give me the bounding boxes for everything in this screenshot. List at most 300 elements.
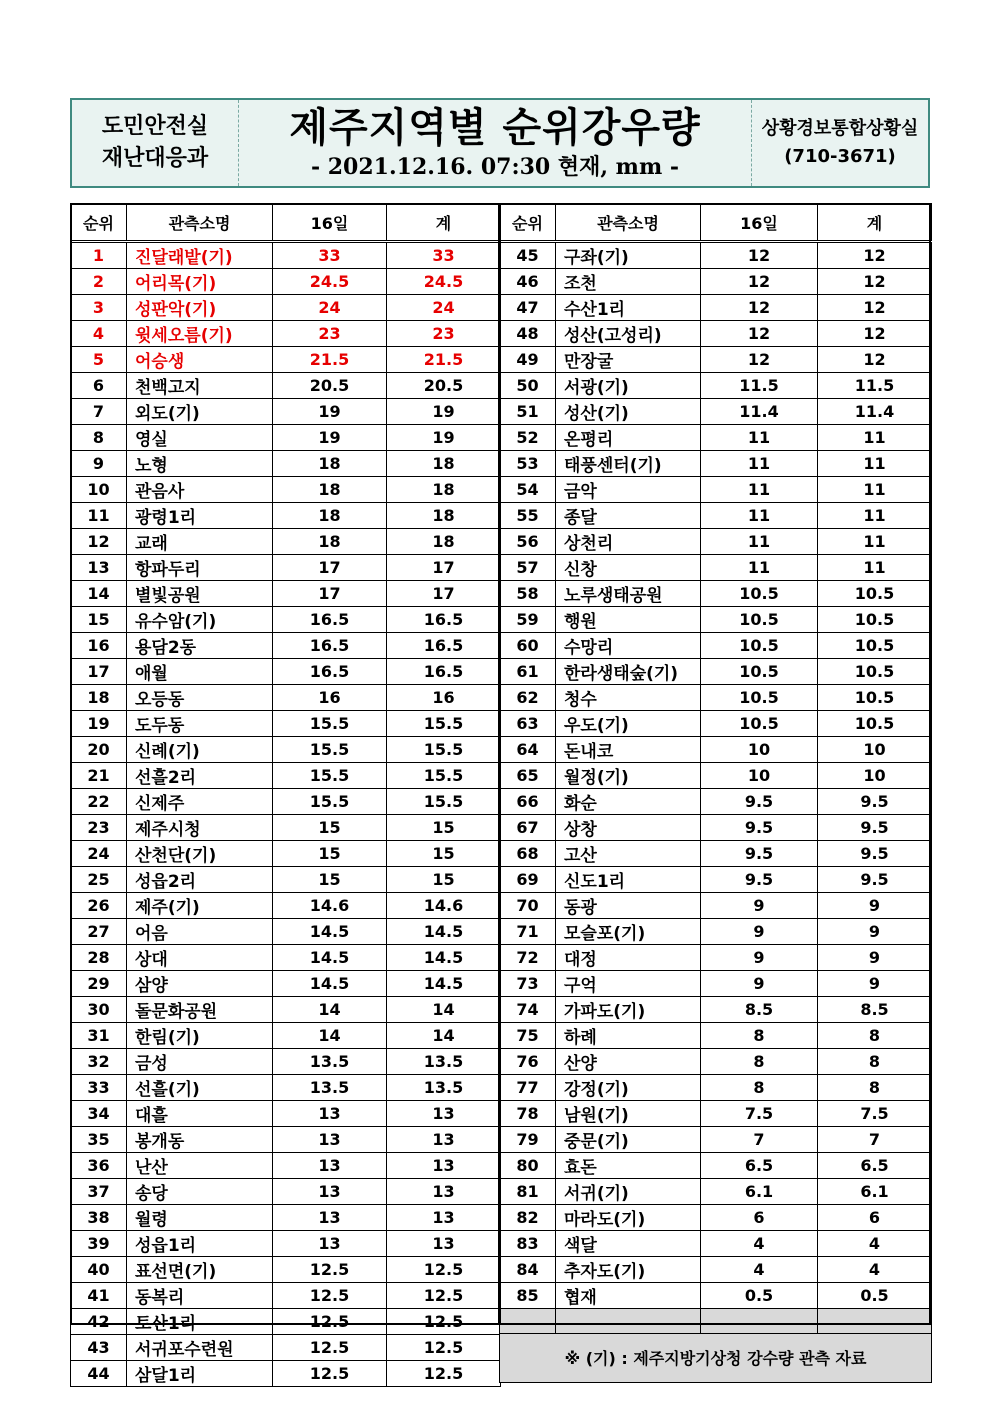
page-title: 제주지역별 순위강우량 <box>289 105 701 151</box>
total-cell: 13 <box>387 1231 501 1257</box>
day-cell: 12 <box>701 347 818 373</box>
rank-cell: 27 <box>71 919 127 945</box>
station-cell: 가파도(기) <box>556 997 701 1023</box>
day-cell: 19 <box>273 425 387 451</box>
table-row <box>71 242 501 269</box>
day-cell: 12.5 <box>273 1309 387 1335</box>
total-cell: 12.5 <box>387 1257 501 1283</box>
table-row <box>71 607 501 633</box>
total-cell: 7.5 <box>818 1101 932 1127</box>
station-cell: 제주(기) <box>127 893 273 919</box>
total-cell: 13 <box>387 1127 501 1153</box>
day-cell: 17 <box>273 581 387 607</box>
day-cell: 24.5 <box>273 269 387 295</box>
table-row <box>500 997 932 1023</box>
station-cell: 영실 <box>127 425 273 451</box>
rank-cell: 63 <box>500 711 556 737</box>
day-cell: 11 <box>701 529 818 555</box>
day-cell: 13.5 <box>273 1075 387 1101</box>
day-cell: 12 <box>701 295 818 321</box>
page-subtitle: - 2021.12.16. 07:30 현재, mm - <box>310 154 680 180</box>
table-row <box>71 269 501 295</box>
total-cell: 10.5 <box>818 711 932 737</box>
day-cell: 12.5 <box>273 1283 387 1309</box>
station-cell: 윗세오름(기) <box>127 321 273 347</box>
rainfall-table-right <box>499 203 932 1383</box>
day-cell: 14.5 <box>273 945 387 971</box>
total-cell: 11 <box>818 477 932 503</box>
table-row <box>500 1127 932 1153</box>
station-cell: 서귀포수련원 <box>127 1335 273 1361</box>
table-row <box>500 763 932 789</box>
day-cell: 9 <box>701 893 818 919</box>
total-cell: 12 <box>818 321 932 347</box>
day-cell: 14.5 <box>273 919 387 945</box>
table-row <box>71 503 501 529</box>
day-cell: 17 <box>273 555 387 581</box>
rank-cell: 75 <box>500 1023 556 1049</box>
total-cell: 13 <box>387 1153 501 1179</box>
total-cell: 13.5 <box>387 1075 501 1101</box>
day-cell: 11 <box>701 425 818 451</box>
station-cell: 별빛공원 <box>127 581 273 607</box>
station-cell: 서귀(기) <box>556 1179 701 1205</box>
total-cell: 11 <box>818 529 932 555</box>
table-row <box>71 1283 501 1309</box>
header-station: 관측소명 <box>127 204 273 242</box>
total-cell: 24 <box>387 295 501 321</box>
day-cell: 24 <box>273 295 387 321</box>
station-cell: 강정(기) <box>556 1075 701 1101</box>
rank-cell: 30 <box>71 997 127 1023</box>
department-box <box>72 100 239 186</box>
station-cell: 만장굴 <box>556 347 701 373</box>
rank-cell: 4 <box>71 321 127 347</box>
table-row <box>500 1179 932 1205</box>
table-row <box>71 1049 501 1075</box>
station-cell: 추자도(기) <box>556 1257 701 1283</box>
total-cell: 9 <box>818 893 932 919</box>
day-cell: 12 <box>701 242 818 269</box>
table-row <box>500 1153 932 1179</box>
day-cell: 15.5 <box>273 763 387 789</box>
table-header-row <box>71 204 501 242</box>
total-cell: 10.5 <box>818 659 932 685</box>
table-row <box>500 633 932 659</box>
day-cell: 13 <box>273 1231 387 1257</box>
total-cell: 11 <box>818 451 932 477</box>
table-row <box>500 425 932 451</box>
total-cell: 14 <box>387 997 501 1023</box>
rank-cell: 65 <box>500 763 556 789</box>
station-cell: 수산1리 <box>556 295 701 321</box>
station-cell: 온평리 <box>556 425 701 451</box>
total-cell: 13 <box>387 1101 501 1127</box>
rank-cell: 25 <box>71 867 127 893</box>
total-cell: 12 <box>818 295 932 321</box>
table-row <box>500 529 932 555</box>
station-cell: 한림(기) <box>127 1023 273 1049</box>
station-cell: 신례(기) <box>127 737 273 763</box>
total-cell: 8.5 <box>818 997 932 1023</box>
day-cell: 10.5 <box>701 607 818 633</box>
table-row <box>71 1023 501 1049</box>
total-cell: 17 <box>387 555 501 581</box>
day-cell: 4 <box>701 1257 818 1283</box>
station-cell: 상창 <box>556 815 701 841</box>
rank-cell: 9 <box>71 451 127 477</box>
rank-cell: 12 <box>71 529 127 555</box>
table-row <box>71 477 501 503</box>
table-row <box>71 659 501 685</box>
table-row <box>500 503 932 529</box>
day-cell: 19 <box>273 399 387 425</box>
day-cell: 13 <box>273 1179 387 1205</box>
station-cell: 구억 <box>556 971 701 997</box>
table-row <box>71 1101 501 1127</box>
rank-cell: 10 <box>71 477 127 503</box>
rank-cell: 40 <box>71 1257 127 1283</box>
day-cell: 11.5 <box>701 373 818 399</box>
table-row <box>71 945 501 971</box>
table-row <box>71 841 501 867</box>
table-row <box>500 711 932 737</box>
total-cell: 18 <box>387 529 501 555</box>
station-cell: 청수 <box>556 685 701 711</box>
total-cell: 16.5 <box>387 633 501 659</box>
rank-cell: 84 <box>500 1257 556 1283</box>
station-cell: 하례 <box>556 1023 701 1049</box>
day-cell: 15 <box>273 867 387 893</box>
rank-cell: 33 <box>71 1075 127 1101</box>
rank-cell: 59 <box>500 607 556 633</box>
day-cell: 23 <box>273 321 387 347</box>
table-row <box>500 347 932 373</box>
rank-cell: 76 <box>500 1049 556 1075</box>
day-cell: 11 <box>701 503 818 529</box>
table-row <box>71 1257 501 1283</box>
table-row <box>500 269 932 295</box>
total-cell: 6.1 <box>818 1179 932 1205</box>
station-cell: 삼달1리 <box>127 1361 273 1387</box>
station-cell: 대정 <box>556 945 701 971</box>
rank-cell: 20 <box>71 737 127 763</box>
rank-cell: 72 <box>500 945 556 971</box>
rank-cell: 52 <box>500 425 556 451</box>
rank-cell: 81 <box>500 1179 556 1205</box>
total-cell: 10 <box>818 763 932 789</box>
total-cell: 18 <box>387 451 501 477</box>
day-cell: 10.5 <box>701 633 818 659</box>
total-cell: 15.5 <box>387 763 501 789</box>
rank-cell: 32 <box>71 1049 127 1075</box>
total-cell: 12 <box>818 347 932 373</box>
station-cell: 상천리 <box>556 529 701 555</box>
rank-cell: 57 <box>500 555 556 581</box>
day-cell: 16 <box>273 685 387 711</box>
rank-cell: 19 <box>71 711 127 737</box>
station-cell: 서광(기) <box>556 373 701 399</box>
rank-cell: 66 <box>500 789 556 815</box>
station-cell: 송당 <box>127 1179 273 1205</box>
station-cell: 협재 <box>556 1283 701 1309</box>
table-row <box>71 633 501 659</box>
day-cell: 7 <box>701 1127 818 1153</box>
rank-cell: 80 <box>500 1153 556 1179</box>
day-cell: 15.5 <box>273 789 387 815</box>
day-cell: 9.5 <box>701 789 818 815</box>
station-cell: 돌문화공원 <box>127 997 273 1023</box>
day-cell: 14 <box>273 997 387 1023</box>
table-row <box>71 555 501 581</box>
table-row <box>500 659 932 685</box>
station-cell: 월령 <box>127 1205 273 1231</box>
total-cell: 16.5 <box>387 607 501 633</box>
office-box <box>751 100 928 186</box>
table-row <box>71 763 501 789</box>
table-row <box>71 1075 501 1101</box>
day-cell: 16.5 <box>273 607 387 633</box>
station-cell: 노형 <box>127 451 273 477</box>
total-cell: 4 <box>818 1231 932 1257</box>
station-cell: 수망리 <box>556 633 701 659</box>
table-row <box>500 399 932 425</box>
rank-cell: 70 <box>500 893 556 919</box>
table-row <box>71 1361 501 1387</box>
station-cell: 어승생 <box>127 347 273 373</box>
rainfall-table-left <box>70 203 501 1387</box>
office-line2: (710-3671) <box>784 146 896 167</box>
total-cell: 14.5 <box>387 945 501 971</box>
total-cell: 12.5 <box>387 1361 501 1387</box>
day-cell: 12 <box>701 269 818 295</box>
total-cell: 8 <box>818 1075 932 1101</box>
table-row <box>71 347 501 373</box>
station-cell: 광령1리 <box>127 503 273 529</box>
rank-cell: 43 <box>71 1335 127 1361</box>
rank-cell: 68 <box>500 841 556 867</box>
table-row <box>500 971 932 997</box>
header-total: 계 <box>818 204 932 242</box>
total-cell: 10.5 <box>818 685 932 711</box>
day-cell: 10.5 <box>701 581 818 607</box>
day-cell: 14.6 <box>273 893 387 919</box>
header-rank: 순위 <box>500 204 556 242</box>
day-cell: 12.5 <box>273 1257 387 1283</box>
day-cell: 11.4 <box>701 399 818 425</box>
station-cell: 구좌(기) <box>556 242 701 269</box>
day-cell: 16.5 <box>273 659 387 685</box>
day-cell: 9 <box>701 945 818 971</box>
day-cell: 16.5 <box>273 633 387 659</box>
rank-cell: 13 <box>71 555 127 581</box>
total-cell: 33 <box>387 242 501 269</box>
day-cell: 6 <box>701 1205 818 1231</box>
day-cell: 9.5 <box>701 815 818 841</box>
table-row <box>71 295 501 321</box>
footnote: ※ (기) : 제주지방기상청 강수량 관측 자료 <box>500 1333 932 1382</box>
station-cell: 신도1리 <box>556 867 701 893</box>
rank-cell: 54 <box>500 477 556 503</box>
rank-cell: 79 <box>500 1127 556 1153</box>
header-day: 16일 <box>273 204 387 242</box>
day-cell: 11 <box>701 477 818 503</box>
total-cell: 12.5 <box>387 1309 501 1335</box>
station-cell: 관음사 <box>127 477 273 503</box>
day-cell: 13 <box>273 1127 387 1153</box>
day-cell: 8 <box>701 1023 818 1049</box>
table-row <box>500 373 932 399</box>
table-row <box>71 685 501 711</box>
rank-cell: 50 <box>500 373 556 399</box>
total-cell: 19 <box>387 399 501 425</box>
table-row <box>71 1309 501 1335</box>
rank-cell: 73 <box>500 971 556 997</box>
total-cell: 20.5 <box>387 373 501 399</box>
rank-cell: 71 <box>500 919 556 945</box>
station-cell: 어음 <box>127 919 273 945</box>
station-cell: 태풍센터(기) <box>556 451 701 477</box>
rank-cell: 77 <box>500 1075 556 1101</box>
department-line2: 재난대응과 <box>101 146 209 171</box>
table-row <box>500 321 932 347</box>
total-cell: 9 <box>818 945 932 971</box>
rank-cell: 56 <box>500 529 556 555</box>
total-cell: 21.5 <box>387 347 501 373</box>
table-row <box>500 451 932 477</box>
header-day: 16일 <box>701 204 818 242</box>
table-row <box>71 1231 501 1257</box>
total-cell: 10.5 <box>818 581 932 607</box>
total-cell: 15 <box>387 867 501 893</box>
total-cell: 15 <box>387 815 501 841</box>
day-cell: 11 <box>701 451 818 477</box>
station-cell: 선흘2리 <box>127 763 273 789</box>
total-cell: 10.5 <box>818 633 932 659</box>
table-row <box>71 451 501 477</box>
rank-cell: 41 <box>71 1283 127 1309</box>
table-row <box>500 685 932 711</box>
table-row <box>500 477 932 503</box>
day-cell: 10.5 <box>701 685 818 711</box>
day-cell: 33 <box>273 242 387 269</box>
station-cell: 우도(기) <box>556 711 701 737</box>
day-cell: 7.5 <box>701 1101 818 1127</box>
rank-cell: 78 <box>500 1101 556 1127</box>
table-row <box>500 1075 932 1101</box>
day-cell: 13 <box>273 1153 387 1179</box>
table-row <box>500 1283 932 1309</box>
table-row <box>500 919 932 945</box>
table-row <box>71 425 501 451</box>
station-cell: 고산 <box>556 841 701 867</box>
table-row <box>71 1335 501 1361</box>
rank-cell: 8 <box>71 425 127 451</box>
total-cell: 16 <box>387 685 501 711</box>
station-cell: 동복리 <box>127 1283 273 1309</box>
table-row <box>71 581 501 607</box>
day-cell: 0.5 <box>701 1283 818 1309</box>
day-cell: 9 <box>701 919 818 945</box>
rank-cell: 21 <box>71 763 127 789</box>
rank-cell: 11 <box>71 503 127 529</box>
table-row <box>500 893 932 919</box>
day-cell: 11 <box>701 555 818 581</box>
table-row <box>500 1205 932 1231</box>
table-row <box>500 1231 932 1257</box>
table-row <box>71 529 501 555</box>
total-cell: 13 <box>387 1179 501 1205</box>
day-cell: 21.5 <box>273 347 387 373</box>
table-row <box>500 737 932 763</box>
total-cell: 14.6 <box>387 893 501 919</box>
rank-cell: 47 <box>500 295 556 321</box>
total-cell: 4 <box>818 1257 932 1283</box>
rank-cell: 83 <box>500 1231 556 1257</box>
day-cell: 20.5 <box>273 373 387 399</box>
station-cell: 유수암(기) <box>127 607 273 633</box>
day-cell: 15.5 <box>273 711 387 737</box>
note-row <box>500 1333 932 1382</box>
rank-cell: 55 <box>500 503 556 529</box>
total-cell: 9 <box>818 971 932 997</box>
station-cell: 외도(기) <box>127 399 273 425</box>
day-cell: 13 <box>273 1101 387 1127</box>
day-cell: 13 <box>273 1205 387 1231</box>
table-row <box>500 1101 932 1127</box>
table-row <box>71 789 501 815</box>
table-row <box>500 1257 932 1283</box>
rank-cell: 1 <box>71 242 127 269</box>
day-cell: 8 <box>701 1049 818 1075</box>
station-cell: 마라도(기) <box>556 1205 701 1231</box>
total-cell: 12 <box>818 269 932 295</box>
station-cell: 항파두리 <box>127 555 273 581</box>
table-row <box>71 971 501 997</box>
day-cell: 14.5 <box>273 971 387 997</box>
rank-cell: 82 <box>500 1205 556 1231</box>
rank-cell: 35 <box>71 1127 127 1153</box>
rank-cell: 6 <box>71 373 127 399</box>
station-cell: 난산 <box>127 1153 273 1179</box>
total-cell: 10.5 <box>818 607 932 633</box>
total-cell: 14.5 <box>387 919 501 945</box>
day-cell: 18 <box>273 503 387 529</box>
table-row <box>71 997 501 1023</box>
day-cell: 14 <box>273 1023 387 1049</box>
station-cell: 표선면(기) <box>127 1257 273 1283</box>
day-cell: 15.5 <box>273 737 387 763</box>
table-row <box>500 1023 932 1049</box>
table-row <box>71 919 501 945</box>
table-row <box>500 945 932 971</box>
day-cell: 6.5 <box>701 1153 818 1179</box>
table-row <box>71 815 501 841</box>
station-cell: 성읍2리 <box>127 867 273 893</box>
rank-cell: 58 <box>500 581 556 607</box>
station-cell: 어리목(기) <box>127 269 273 295</box>
total-cell: 10 <box>818 737 932 763</box>
station-cell: 성읍1리 <box>127 1231 273 1257</box>
station-cell: 모슬포(기) <box>556 919 701 945</box>
total-cell: 6 <box>818 1205 932 1231</box>
rank-cell: 61 <box>500 659 556 685</box>
total-cell: 11 <box>818 555 932 581</box>
table-header-row <box>500 204 932 242</box>
station-cell: 진달래밭(기) <box>127 242 273 269</box>
rank-cell: 29 <box>71 971 127 997</box>
day-cell: 10.5 <box>701 659 818 685</box>
